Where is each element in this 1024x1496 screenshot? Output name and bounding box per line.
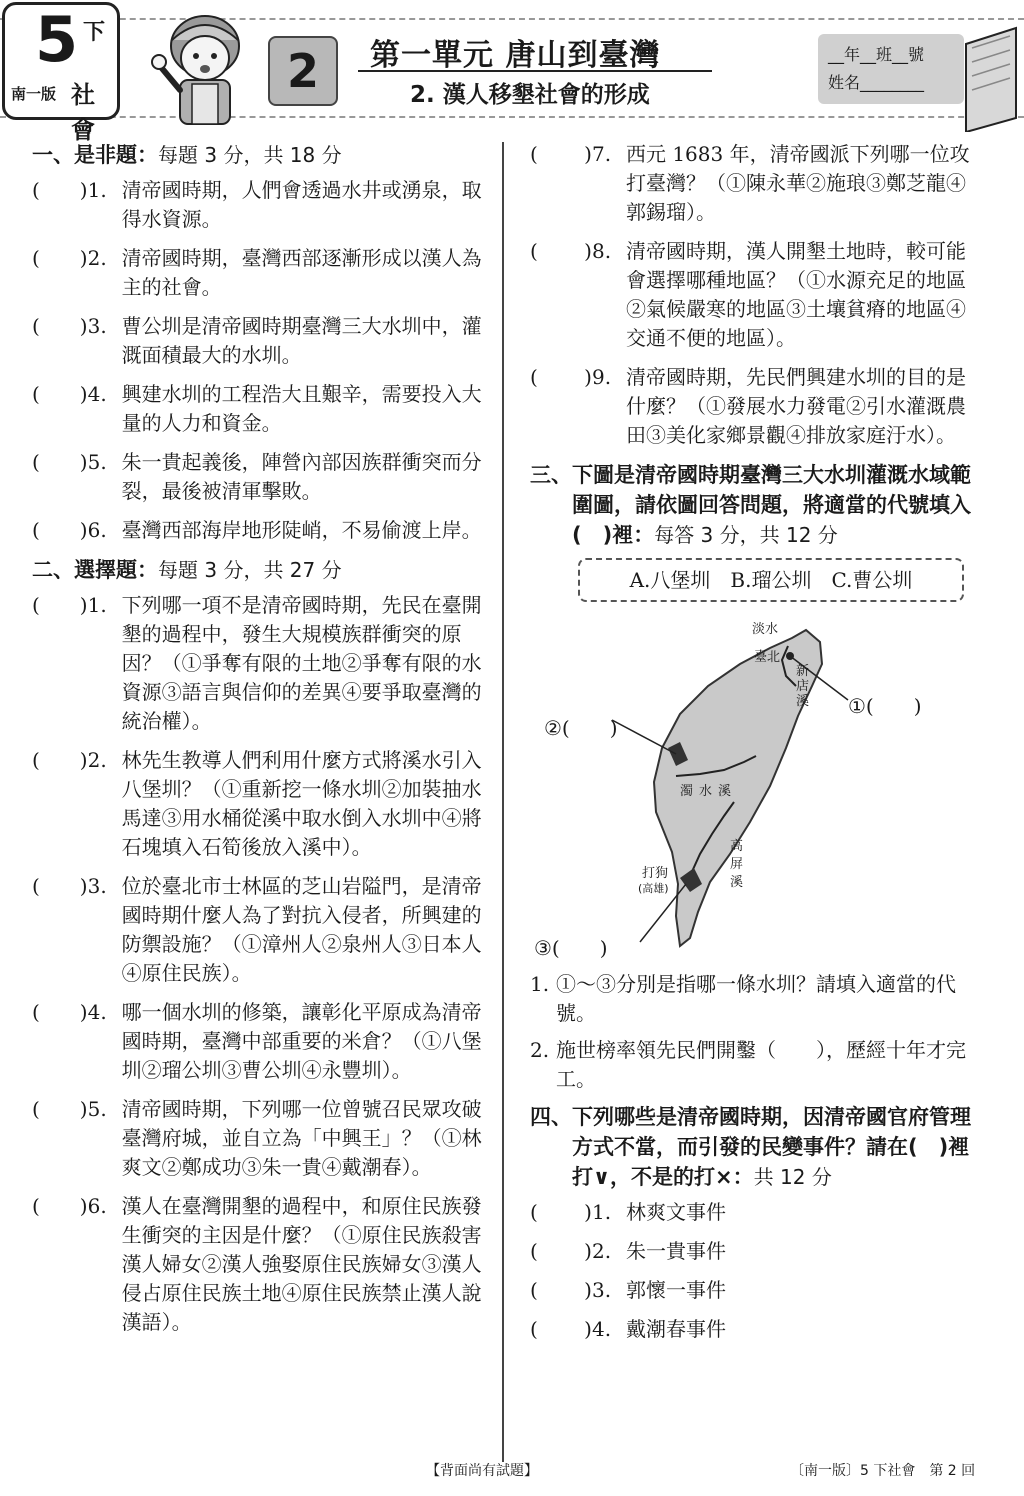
mc-question-7: [530, 140, 980, 227]
version-label: 南一版: [11, 85, 57, 103]
open-book-icon: [960, 14, 1022, 132]
section2-title: 二、選擇題：: [32, 558, 158, 582]
question-text: 清帝國時期，下列哪一位曾號召民眾攻破臺灣府城，並自立為「中興王」？（①林爽文②鄭成功③朱一貴④戴潮春）。: [121, 1097, 482, 1179]
map-sub-question-2: [530, 1036, 980, 1094]
footer-continue-note: 【背面尚有試題】: [426, 1463, 538, 1479]
taiwan-map-svg: [530, 616, 980, 960]
question-text: 郭懷一事件: [625, 1278, 726, 1302]
answer-blank[interactable]: ( ): [530, 239, 592, 263]
answer-blank[interactable]: ( ): [32, 874, 88, 898]
label-tamsui: 淡水: [752, 622, 779, 637]
map-answer-3[interactable]: ③( ): [534, 936, 608, 960]
answer-blank[interactable]: ( ): [530, 365, 592, 389]
question-text: 朱一貴起義後，陣營內部因族群衝突而分裂，最後被清軍擊敗。: [121, 450, 482, 503]
question-number: 2.: [87, 246, 107, 270]
answer-blank[interactable]: ( ): [32, 748, 88, 772]
section1-score-note: 每題 3 分，共 18 分: [158, 143, 342, 167]
question-number: 5.: [87, 450, 107, 474]
lesson-title: 2. 漢人移墾社會的形成: [410, 82, 650, 108]
event-question-3: [530, 1276, 980, 1305]
question-number: 3.: [87, 314, 107, 338]
section4-title: 下列哪些是清帝國時期，因清帝國官府管理方式不當，而引發的民變事件？請在( )裡打∨，不是的打×：: [572, 1105, 971, 1189]
canal-options-box: A.八堡圳 B.瑠公圳 C.曹公圳: [578, 558, 964, 602]
event-question-1: [530, 1198, 980, 1227]
section1-title: 一、是非題：: [32, 143, 158, 167]
question-number: 4.: [87, 382, 107, 406]
column-divider: [502, 142, 504, 1462]
question-text: 清帝國時期，人們會透過水井或湧泉，取得水資源。: [121, 178, 482, 231]
question-text: 興建水圳的工程浩大且艱辛，需要投入大量的人力和資金。: [121, 382, 482, 435]
question-number: 4.: [87, 1000, 107, 1024]
answer-blank[interactable]: ( ): [530, 1200, 592, 1224]
footer-edition-info: 〔南一版〕5 下社會 第 2 回: [790, 1463, 976, 1479]
round-number: 2: [268, 36, 338, 106]
tf-question-1: [32, 176, 494, 234]
label-taipei: 臺北: [754, 650, 781, 665]
student-info-box: [818, 34, 964, 104]
answer-blank[interactable]: ( ): [32, 593, 88, 617]
subject-label: 社會: [71, 81, 95, 144]
question-text: 清帝國時期，漢人開墾土地時，較可能會選擇哪種地區？（①水源充足的地區②氣候嚴寒的地區③土壤貧瘠的地區④交通不便的地區）。: [625, 239, 966, 350]
mc-question-1: [32, 591, 494, 736]
answer-blank[interactable]: ( ): [32, 246, 88, 270]
title-underline: [358, 70, 712, 72]
class-seat-field[interactable]: __年__班__號: [828, 45, 925, 64]
answer-blank[interactable]: ( ): [530, 1317, 592, 1341]
taiwan-canal-map: [530, 616, 980, 960]
tf-question-3: [32, 312, 494, 370]
mc-question-3: [32, 872, 494, 988]
label-xindian-river: 新店溪: [796, 664, 810, 709]
section2-score-note: 每題 3 分，共 27 分: [158, 558, 342, 582]
leader-line-2: [612, 720, 676, 754]
question-number: 1.: [530, 972, 550, 996]
grade-subject-logo: [2, 2, 120, 144]
map-answer-1[interactable]: ①( ): [848, 694, 922, 718]
question-number: 4.: [591, 1317, 612, 1341]
question-number: 3.: [591, 1278, 612, 1302]
question-text: 戴潮春事件: [625, 1317, 726, 1341]
event-question-2: [530, 1237, 980, 1266]
answer-blank[interactable]: ( ): [32, 178, 88, 202]
section3-title: 下圖是清帝國時期臺灣三大水圳灌溉水域範圍圖，請依圖回答問題，將適當的代號填入( )裡：: [572, 463, 971, 547]
section3-lead: 三、: [530, 463, 572, 487]
question-text: 林先生教導人們利用什麼方式將溪水引入八堡圳？（①重新挖一條水圳②加裝抽水馬達③用水桶從溪中取水倒入水圳中④將石塊填入石筍後放入溪中）。: [121, 748, 482, 859]
question-text: 施世榜率領先民們開鑿（ ），歷經十年才完工。: [556, 1038, 966, 1091]
label-kaohsiung: (高雄): [638, 882, 669, 895]
label-gaoping-river: 高屏溪: [730, 839, 744, 890]
answer-blank[interactable]: ( ): [32, 1194, 88, 1218]
section4-heading: [530, 1102, 980, 1192]
answer-blank[interactable]: ( ): [530, 1239, 592, 1263]
left-column: [32, 140, 494, 1347]
student-mascot-icon: [150, 6, 260, 126]
map-answer-2[interactable]: ②( ): [544, 716, 618, 740]
mc-question-8: [530, 237, 980, 353]
tf-question-4: [32, 380, 494, 438]
question-text: ①～③分別是指哪一條水圳？請填入適當的代號。: [556, 972, 956, 1025]
question-number: 2.: [87, 748, 107, 772]
mc-question-4: [32, 998, 494, 1085]
question-text: 漢人在臺灣開墾的過程中，和原住民族發生衝突的主因是什麼？（①原住民族殺害漢人婦女②漢人強娶原住民族婦女③漢人侵占原住民族土地④原住民族禁止漢人說漢語）。: [121, 1194, 482, 1334]
answer-blank[interactable]: ( ): [32, 1000, 88, 1024]
right-column: [530, 140, 980, 1354]
answer-blank[interactable]: ( ): [32, 382, 88, 406]
answer-blank[interactable]: ( ): [32, 450, 88, 474]
answer-blank[interactable]: ( ): [32, 1097, 88, 1121]
question-text: 清帝國時期，先民們興建水圳的目的是什麼？（①發展水力發電②引水灌溉農田③美化家鄉景觀④排放家庭汙水）。: [625, 365, 966, 447]
question-text: 清帝國時期，臺灣西部逐漸形成以漢人為主的社會。: [121, 246, 482, 299]
question-number: 1.: [87, 178, 107, 202]
mc-question-9: [530, 363, 980, 450]
section2-heading: [32, 555, 494, 585]
question-number: 1.: [591, 1200, 612, 1224]
question-number: 2.: [591, 1239, 612, 1263]
question-number: 1.: [87, 593, 107, 617]
question-text: 位於臺北市士林區的芝山岩隘門，是清帝國時期什麼人為了對抗入侵者，所興建的防禦設施？（①漳州人②泉州人③日本人④原住民族）。: [121, 874, 482, 985]
question-number: 7.: [591, 142, 612, 166]
question-number: 2.: [530, 1038, 550, 1062]
question-number: 6.: [87, 1194, 107, 1218]
section3-score-note: 每答 3 分，共 12 分: [654, 523, 838, 547]
unit-title: 第一單元 唐山到臺灣: [370, 38, 661, 73]
section4-title-wrap: [572, 1102, 980, 1192]
section3-title-wrap: [572, 460, 980, 550]
mc-question-2: [32, 746, 494, 862]
student-name-field[interactable]: 姓名________: [828, 73, 925, 92]
page-header: [0, 0, 1024, 144]
section1-heading: [32, 140, 494, 170]
term-label: 下: [83, 20, 106, 45]
question-text: 臺灣西部海岸地形陡峭，不易偷渡上岸。: [121, 518, 482, 542]
question-text: 哪一個水圳的修築，讓彰化平原成為清帝國時期，臺灣中部重要的米倉？（①八堡圳②瑠公圳③曹公圳④永豐圳）。: [121, 1000, 482, 1082]
question-number: 8.: [591, 239, 612, 263]
question-text: 曹公圳是清帝國時期臺灣三大水圳中，灌溉面積最大的水圳。: [121, 314, 482, 367]
question-text: 西元 1683 年，清帝國派下列哪一位攻打臺灣？（①陳永華②施琅③鄭芝龍④郭錫瑠）。: [625, 142, 970, 224]
answer-blank[interactable]: ( ): [32, 518, 88, 542]
label-dagou: 打狗: [642, 866, 669, 881]
grade-number: 5: [35, 3, 79, 76]
question-text: 下列哪一項不是清帝國時期，先民在臺開墾的過程中，發生大規模族群衝突的原因？（①爭奪有限的土地②爭奪有限的水資源③語言與信仰的差異④要爭取臺灣的統治權）。: [121, 593, 482, 733]
question-number: 9.: [591, 365, 612, 389]
map-sub-question-1: [530, 970, 980, 1028]
section4-lead: 四、: [530, 1105, 572, 1129]
tf-question-5: [32, 448, 494, 506]
tf-question-2: [32, 244, 494, 302]
label-zhuoshui-river: 濁水溪: [680, 784, 738, 799]
answer-blank[interactable]: ( ): [32, 314, 88, 338]
answer-blank[interactable]: ( ): [530, 1278, 592, 1302]
section4-score-note: 共 12 分: [753, 1165, 832, 1189]
question-number: 3.: [87, 874, 107, 898]
question-number: 6.: [87, 518, 107, 542]
question-number: 5.: [87, 1097, 107, 1121]
tf-question-6: [32, 516, 494, 545]
question-text: 林爽文事件: [625, 1200, 726, 1224]
section3-heading: [530, 460, 980, 550]
mc-question-5: [32, 1095, 494, 1182]
answer-blank[interactable]: ( ): [530, 142, 592, 166]
question-text: 朱一貴事件: [625, 1239, 726, 1263]
mc-question-6: [32, 1192, 494, 1337]
event-question-4: [530, 1315, 980, 1344]
